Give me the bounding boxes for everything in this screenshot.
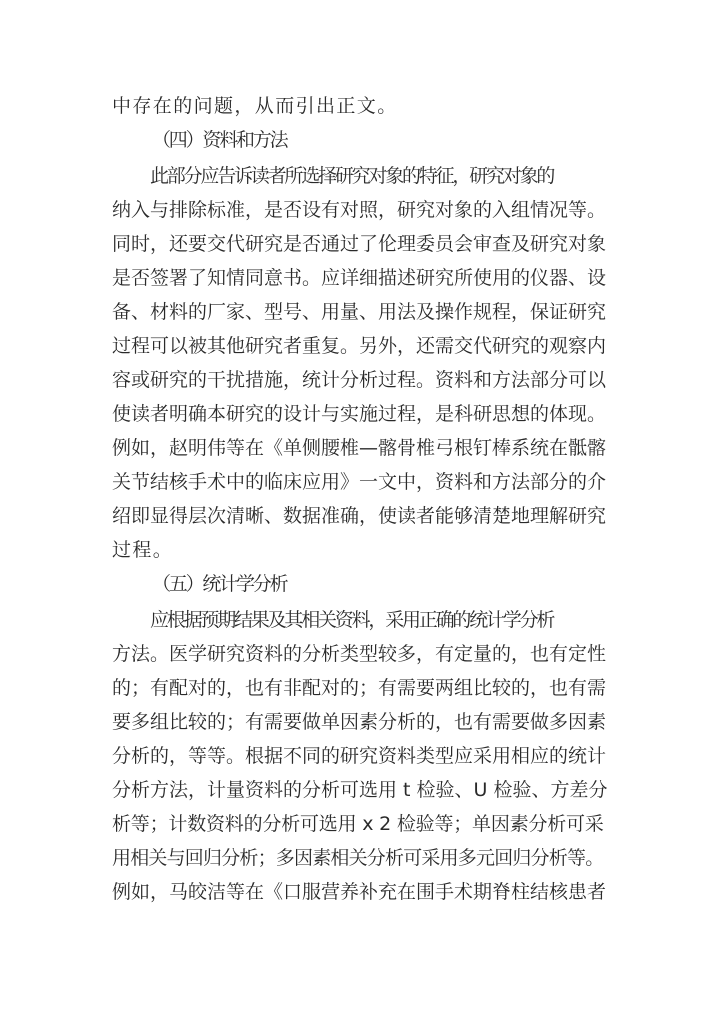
text-line: 同时，还要交代研究是否通过了伦理委员会审查及研究对象 (112, 233, 607, 255)
text-line: 例如，赵明伟等在《单侧腰椎—髂骨椎弓根钉棒系统在骶髂 (112, 437, 607, 459)
text-line: 例如，马皎洁等在《口服营养补充在围手术期脊柱结核患者 (112, 881, 607, 903)
text-line: 此部分应告诉读者所选择研究对象的特征，研究对象的 (150, 165, 554, 187)
text-line: 容或研究的干扰措施，统计分析过程。资料和方法部分可以 (112, 369, 607, 391)
text-line: 分析的，等等。根据不同的研究资料类型应采用相应的统计 (112, 745, 607, 767)
section-heading-statistics: （五）统计学分析 (152, 573, 287, 595)
text-line: 要多组比较的；有需要做单因素分析的，也有需要做多因素 (112, 711, 607, 733)
text-line: 纳入与排除标准，是否设有对照，研究对象的入组情况等。 (112, 199, 607, 221)
text-line: 中存在的问题，从而引出正文。 (112, 95, 398, 117)
text-line: 析等；计数资料的分析可选用 x 2 检验等；单因素分析可采 (112, 813, 604, 835)
text-line: 过程。 (112, 539, 174, 561)
text-line: 用相关与回归分析；多因素相关分析可采用多元回归分析等。 (112, 847, 604, 869)
text-line: 备、材料的厂家、型号、用量、用法及操作规程，保证研究 (112, 301, 607, 323)
text-line: 关节结核手术中的临床应用》一文中，资料和方法部分的介 (112, 471, 607, 493)
text-line: 使读者明确本研究的设计与实施过程，是科研思想的体现。 (112, 403, 607, 425)
text-line: 过程可以被其他研究者重复。另外，还需交代研究的观察内 (112, 335, 607, 357)
text-line: 方法。医学研究资料的分析类型较多，有定量的，也有定性 (112, 643, 607, 665)
section-heading-materials-methods: （四）资料和方法 (152, 129, 287, 151)
text-line: 应根据预期结果及其相关资料，采用正确的统计学分析 (150, 609, 554, 631)
text-line: 的；有配对的，也有非配对的；有需要两组比较的，也有需 (112, 677, 607, 699)
text-line: 绍即显得层次清晰、数据准确，使读者能够清楚地理解研究 (112, 505, 607, 527)
text-line: 分析方法，计量资料的分析可选用 t 检验、U 检验、方差分 (112, 779, 608, 801)
text-line: 是否签署了知情同意书。应详细描述研究所使用的仪器、设 (112, 267, 607, 289)
